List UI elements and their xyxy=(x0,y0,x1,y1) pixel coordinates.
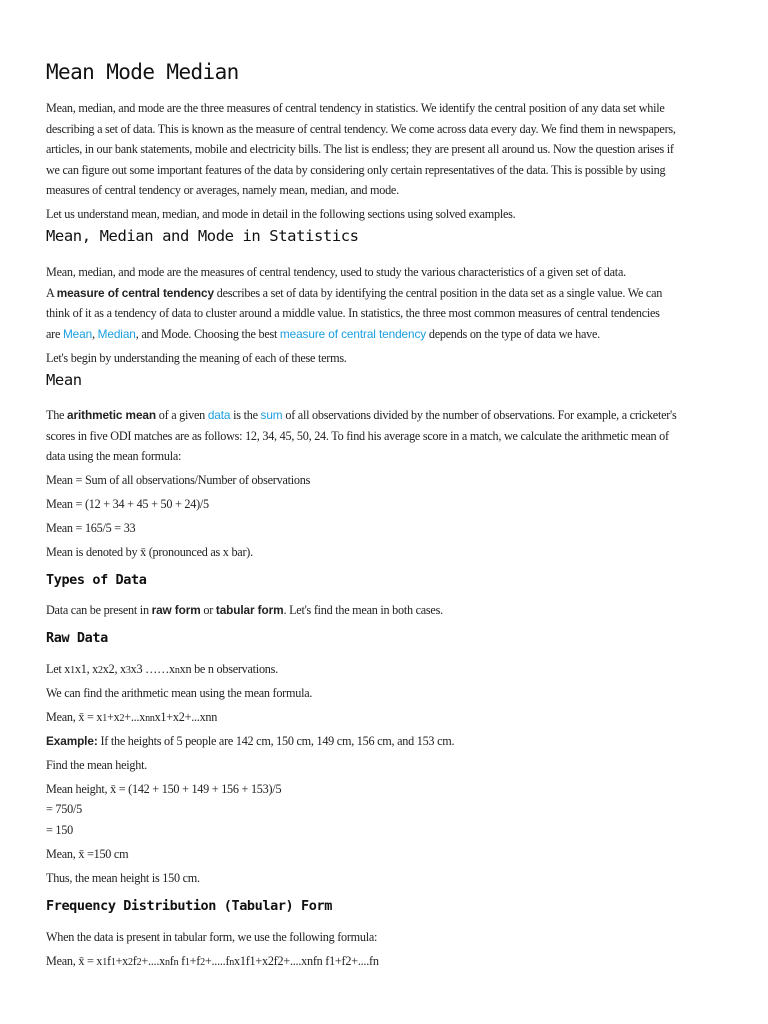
section-heading-raw-data: Raw Data xyxy=(46,630,108,646)
intro-followup: Let us understand mean, median, and mode in detail in the following sections using solved examples. xyxy=(46,207,516,221)
example-line xyxy=(46,733,454,749)
freq-l2-s: x1f1+x2f2+....xnfn f1+f2+....fn xyxy=(234,954,379,968)
freq-l2-d: 1 xyxy=(110,957,116,968)
types-line-prefix: Data can be present in xyxy=(46,603,152,617)
page-title: Mean Mode Median xyxy=(46,60,239,84)
stats-line-4-prefix: are xyxy=(46,327,63,341)
intro-line-5: measures of central tendency or averages, namely mean, median, and mode. xyxy=(46,183,399,197)
mean-formula-2: Mean = (12 + 34 + 45 + 50 + 24)/5 xyxy=(46,497,209,511)
example-conclusion: Thus, the mean height is 150 cm. xyxy=(46,871,200,885)
stats-line-1: Mean, median, and mode are the measures of central tendency, used to study the various characteristics of a given set of data. xyxy=(46,265,626,279)
raw-l3-d: 2 xyxy=(119,713,125,724)
data-link[interactable]: data xyxy=(207,408,231,422)
freq-l2-a: Mean, x̄ = x xyxy=(46,954,103,968)
example-label: Example: xyxy=(46,734,98,748)
section-heading-types-of-data: Types of Data xyxy=(46,572,147,588)
sum-link[interactable]: sum xyxy=(260,408,283,422)
freq-l2-k: f xyxy=(169,954,174,968)
stats-line-4-sep: , xyxy=(92,327,98,341)
types-line xyxy=(46,602,443,618)
raw-l1-i: xn be n observations. xyxy=(179,662,278,676)
freq-l2-e: +x xyxy=(115,954,129,968)
freq-l2-c: f xyxy=(107,954,111,968)
stats-line-2-rest: describes a set of data by identifying the central position in the data set as a single value. We can xyxy=(213,286,663,300)
median-link[interactable]: Median xyxy=(97,327,136,341)
freq-l2-g: f xyxy=(132,954,137,968)
mean-link[interactable]: Mean xyxy=(62,327,93,341)
section-heading-mean: Mean xyxy=(46,371,82,389)
term-measure-of-central-tendency: measure of central tendency xyxy=(56,286,214,300)
raw-l3-f: n xyxy=(145,713,150,724)
term-raw-form: raw form xyxy=(151,603,201,617)
example-question: Find the mean height. xyxy=(46,758,148,772)
stats-line-4-rest: depends on the type of data we have. xyxy=(426,327,600,341)
raw-l3-g: n xyxy=(149,713,155,724)
raw-l3-b: 1 xyxy=(102,713,107,724)
raw-l1-c: x1, x xyxy=(74,662,99,676)
intro-line-2: describing a set of data. This is known as the measure of central tendency. We come across data every day. We find them in newspapers, xyxy=(46,122,676,136)
raw-l1-a: Let x xyxy=(46,662,71,676)
stats-line-3: think of it as a tendency of data to cluster around a middle value. In statistics, the three most common measures of central tendencies xyxy=(46,306,660,320)
example-text: If the heights of 5 people are 142 cm, 150 cm, 149 cm, 156 cm, and 153 cm. xyxy=(97,734,455,748)
raw-l1-e: x2, x xyxy=(102,662,126,676)
freq-l2-l: n xyxy=(173,957,179,968)
mean-line-3: data using the mean formula: xyxy=(46,449,182,463)
section-heading-statistics: Mean, Median and Mode in Statistics xyxy=(46,227,359,245)
freq-l2-f: 2 xyxy=(128,957,133,968)
term-arithmetic-mean: arithmetic mean xyxy=(67,408,156,422)
raw-mean-formula xyxy=(46,709,217,727)
raw-l1-b: 1 xyxy=(70,665,75,676)
raw-observations-line xyxy=(46,661,278,679)
types-line-mid: or xyxy=(200,603,216,617)
section-heading-frequency-distribution: Frequency Distribution (Tabular) Form xyxy=(46,898,332,914)
freq-l2-o: +f xyxy=(189,954,201,968)
example-step-1: Mean height, x̄ = (142 + 150 + 149 + 156 + 153)/5 xyxy=(46,782,282,796)
freq-intro: When the data is present in tabular form, we use the following formula: xyxy=(46,930,378,944)
stats-line-4-mid: , and Mode. Choosing the best xyxy=(135,327,280,341)
freq-mean-formula xyxy=(46,953,379,971)
raw-l1-f: 3 xyxy=(125,665,131,676)
raw-l1-h: n xyxy=(174,665,180,676)
stats-line-2 xyxy=(46,285,662,301)
measure-of-central-tendency-link[interactable]: measure of central tendency xyxy=(279,327,427,341)
raw-l3-a: Mean, x̄ = x xyxy=(46,710,103,724)
mean-formula-3: Mean = 165/5 = 33 xyxy=(46,521,136,535)
mean-line-1-mid1: of a given xyxy=(155,408,208,422)
stats-line-5: Let's begin by understanding the meaning of each of these terms. xyxy=(46,351,347,365)
freq-l2-i: +....x xyxy=(141,954,165,968)
types-line-rest: . Let's find the mean in both cases. xyxy=(283,603,443,617)
raw-l3-c: +x xyxy=(107,710,120,724)
example-step-3: = 150 xyxy=(46,823,73,837)
intro-line-3: articles, in our bank statements, mobile and electricity bills. The list is endless; they are present all around us. Now the question arises if xyxy=(46,142,674,156)
raw-l1-d: 2 xyxy=(98,665,103,676)
intro-line-4: we can figure out some important features of the data by considering only certain representatives of the data. This is possible by using xyxy=(46,163,666,177)
freq-l2-h: 2 xyxy=(136,957,142,968)
mean-notation: Mean is denoted by x̄ (pronounced as x bar). xyxy=(46,545,253,559)
example-step-2: = 750/5 xyxy=(46,802,82,816)
raw-l1-g: x3 ……x xyxy=(130,662,175,676)
stats-line-4 xyxy=(46,326,600,342)
freq-l2-j: n xyxy=(165,957,170,968)
raw-l3-h: x1+x2+...xnn xyxy=(154,710,218,724)
raw-l3-e: +...x xyxy=(124,710,146,724)
freq-l2-r: n xyxy=(229,957,235,968)
freq-l2-q: +.....f xyxy=(204,954,230,968)
stats-line-2-prefix: A xyxy=(46,286,57,300)
mean-line-1-mid2: is the xyxy=(230,408,261,422)
mean-line-2: scores in five ODI matches are as follows: 12, 34, 45, 50, 24. To find his average score in a match, we calculate the arithmetic mean of xyxy=(46,429,669,443)
freq-l2-p: 2 xyxy=(200,957,205,968)
intro-line-1: Mean, median, and mode are the three measures of central tendency in statistics. We identify the central position of any data set while xyxy=(46,101,665,115)
freq-l2-n: 1 xyxy=(184,957,190,968)
example-result: Mean, x̄ =150 cm xyxy=(46,847,129,861)
freq-l2-m: f xyxy=(178,954,185,968)
mean-formula-1: Mean = Sum of all observations/Number of observations xyxy=(46,473,311,487)
mean-line-1-prefix: The xyxy=(46,408,67,422)
mean-line-1 xyxy=(46,407,677,423)
term-tabular-form: tabular form xyxy=(215,603,284,617)
freq-l2-b: 1 xyxy=(102,957,107,968)
mean-line-1-rest: of all observations divided by the number of observations. For example, a cricketer's xyxy=(282,408,677,422)
raw-formula-intro: We can find the arithmetic mean using the mean formula. xyxy=(46,686,313,700)
